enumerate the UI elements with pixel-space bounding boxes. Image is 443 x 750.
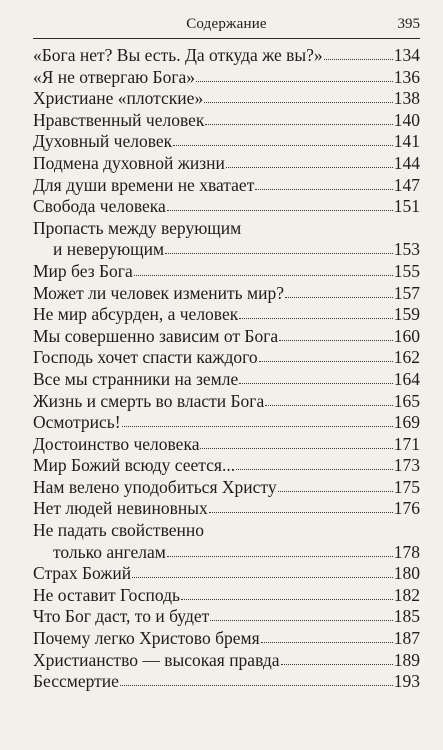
- toc-entry-row: [33, 196, 420, 218]
- toc-entry-page-number: 187: [393, 628, 420, 649]
- toc-entry-title: Что Бог даст, то и будет: [33, 606, 210, 627]
- toc-entry-title: Может ли человек изменить мир?: [33, 282, 284, 303]
- toc-entry: [33, 520, 420, 563]
- toc-entry-page-number: 140: [393, 109, 420, 130]
- toc-entry: [33, 283, 420, 305]
- toc-entry: [33, 498, 420, 520]
- toc-entry-row: [33, 671, 420, 693]
- toc-entry: [33, 477, 420, 499]
- toc-entry-page-number: 193: [393, 671, 420, 692]
- header-page-number: 395: [397, 16, 420, 32]
- toc-entry-row: [33, 45, 420, 67]
- dot-leader: [181, 598, 393, 600]
- dot-leader: [196, 80, 393, 82]
- toc-entry-page-number: 171: [393, 433, 420, 454]
- table-of-contents: [33, 45, 420, 693]
- running-header: [33, 12, 420, 39]
- toc-entry-row: [33, 498, 420, 520]
- toc-entry-page-number: 138: [393, 88, 420, 109]
- dot-leader: [255, 188, 392, 190]
- toc-entry: [33, 304, 420, 326]
- toc-entry-title-line1: Не падать свойственно: [33, 520, 204, 541]
- toc-entry-row: [33, 88, 420, 110]
- toc-entry-page-number: 185: [393, 606, 420, 627]
- dot-leader: [173, 144, 393, 146]
- toc-entry-row: [33, 650, 420, 672]
- toc-entry-row: [33, 153, 420, 175]
- toc-entry-page-number: 173: [393, 455, 420, 476]
- dot-leader: [210, 619, 392, 621]
- toc-entry: [33, 196, 420, 218]
- toc-entry-title: Жизнь и смерть во власти Бога: [33, 390, 265, 411]
- toc-entry-title: Господь хочет спасти каждого: [33, 347, 258, 368]
- toc-entry-title: Страх Божий: [33, 563, 132, 584]
- toc-entry-page-number: 176: [393, 498, 420, 519]
- toc-entry-row: [33, 434, 420, 456]
- toc-entry: [33, 175, 420, 197]
- dot-leader: [205, 123, 392, 125]
- toc-entry-title: Осмотрись!: [33, 412, 121, 433]
- toc-entry-title: Христиане «плотские»: [33, 88, 204, 109]
- toc-entry-row: [33, 542, 420, 564]
- dot-leader: [281, 663, 393, 665]
- toc-entry-page-number: 147: [393, 174, 420, 195]
- toc-entry: [33, 628, 420, 650]
- toc-entry: [33, 563, 420, 585]
- toc-entry-title: Нравственный человек: [33, 109, 205, 130]
- toc-entry: [33, 218, 420, 261]
- toc-entry-title: Свобода человека: [33, 196, 166, 217]
- dot-leader: [279, 339, 393, 341]
- toc-entry: [33, 391, 420, 413]
- toc-entry-page-number: 144: [393, 152, 420, 173]
- toc-entry-title: «Бога нет? Вы есть. Да откуда же вы?»: [33, 45, 323, 65]
- toc-entry-title: Почему легко Христово бремя: [33, 628, 260, 649]
- toc-entry-row: [33, 283, 420, 305]
- dot-leader: [122, 425, 393, 427]
- toc-entry-row: [33, 261, 420, 283]
- dot-leader: [209, 511, 393, 513]
- toc-entry-row: [33, 304, 420, 326]
- toc-entry-title: Достоинство человека: [33, 433, 200, 454]
- toc-entry-page-number: 169: [393, 412, 420, 433]
- toc-entry-page-number: 160: [393, 325, 420, 346]
- toc-entry: [33, 67, 420, 89]
- toc-entry-title: «Я не отвергаю Бога»: [33, 66, 196, 87]
- header-title: Содержание: [186, 16, 267, 32]
- dot-leader: [134, 274, 393, 276]
- toc-entry: [33, 585, 420, 607]
- toc-entry-title: Для души времени не хватает: [33, 174, 255, 195]
- toc-entry-row: [33, 67, 420, 89]
- toc-entry-page-number: 136: [393, 66, 420, 87]
- toc-entry-page-number: 189: [393, 649, 420, 670]
- toc-entry: [33, 88, 420, 110]
- toc-entry: [33, 261, 420, 283]
- dot-leader: [259, 360, 393, 362]
- toc-entry-row: [33, 239, 420, 261]
- toc-entry-page-number: 165: [393, 390, 420, 411]
- toc-entry-title-line1: Пропасть между верующим: [33, 217, 242, 238]
- toc-entry-row: [33, 347, 420, 369]
- dot-leader: [265, 404, 392, 406]
- toc-entry-row: [33, 477, 420, 499]
- toc-entry-page-number: 159: [393, 304, 420, 325]
- toc-entry-page-number: 151: [393, 196, 420, 217]
- dot-leader: [239, 382, 393, 384]
- toc-entry: [33, 369, 420, 391]
- toc-entry-page-number: 153: [393, 239, 420, 260]
- toc-entry-title: Духовный человек: [33, 131, 173, 152]
- toc-entry-title: Не мир абсурден, а человек: [33, 304, 239, 325]
- toc-entry: [33, 650, 420, 672]
- toc-entry: [33, 671, 420, 693]
- toc-entry: [33, 347, 420, 369]
- toc-entry-page-number: 175: [393, 476, 420, 497]
- toc-entry-title: Бессмертие: [33, 671, 119, 692]
- dot-leader: [261, 641, 393, 643]
- toc-entry-title: Нам велено уподобиться Христу: [33, 476, 277, 497]
- toc-entry-page-number: 182: [393, 584, 420, 605]
- toc-entry-page-number: 162: [393, 347, 420, 368]
- toc-entry: [33, 326, 420, 348]
- toc-entry-page-number: 134: [393, 45, 420, 65]
- dot-leader: [165, 252, 393, 254]
- toc-entry: [33, 131, 420, 153]
- toc-entry-row: [33, 369, 420, 391]
- toc-entry-title: Подмена духовной жизни: [33, 152, 225, 173]
- dot-leader: [167, 209, 393, 211]
- toc-entry-title: и неверующим: [53, 239, 165, 260]
- toc-entry: [33, 434, 420, 456]
- toc-entry-page-number: 155: [393, 260, 420, 281]
- toc-entry-row: [33, 585, 420, 607]
- toc-entry-row: [33, 563, 420, 585]
- toc-entry-title: только ангелам: [53, 541, 166, 562]
- dot-leader: [167, 555, 393, 557]
- dot-leader: [278, 490, 393, 492]
- toc-entry-row: [33, 412, 420, 434]
- toc-entry: [33, 45, 420, 67]
- toc-entry: [33, 455, 420, 477]
- toc-entry-row: [33, 606, 420, 628]
- toc-entry: [33, 606, 420, 628]
- dot-leader: [324, 58, 393, 60]
- dot-leader: [285, 296, 393, 298]
- toc-entry: [33, 110, 420, 132]
- toc-entry-row: [33, 628, 420, 650]
- toc-entry-page-number: 141: [393, 131, 420, 152]
- toc-entry-page-number: 178: [393, 541, 420, 562]
- toc-entry-row: [33, 391, 420, 413]
- toc-entry-row: [33, 455, 420, 477]
- toc-entry-title: Мир без Бога: [33, 260, 133, 281]
- toc-entry-title: Не оставит Господь: [33, 584, 181, 605]
- toc-entry-row: [33, 131, 420, 153]
- toc-entry-title: Мир Божий всюду сеется...: [33, 455, 236, 476]
- toc-entry-title: Все мы странники на земле: [33, 368, 239, 389]
- toc-entry-title: Мы совершенно зависим от Бога: [33, 325, 279, 346]
- toc-entry-title: Христианство — высокая правда: [33, 649, 280, 670]
- dot-leader: [236, 468, 393, 470]
- toc-entry-row: [33, 110, 420, 132]
- dot-leader: [239, 317, 393, 319]
- toc-entry: [33, 412, 420, 434]
- toc-entry-title: Нет людей невиновных: [33, 498, 208, 519]
- dot-leader: [200, 447, 392, 449]
- dot-leader: [204, 101, 393, 103]
- dot-leader: [132, 576, 393, 578]
- toc-entry-row: [33, 175, 420, 197]
- toc-entry-page-number: 180: [393, 563, 420, 584]
- dot-leader: [226, 166, 393, 168]
- toc-entry-page-number: 157: [393, 282, 420, 303]
- toc-entry-row: [33, 326, 420, 348]
- toc-entry-page-number: 164: [393, 368, 420, 389]
- dot-leader: [120, 684, 393, 686]
- toc-entry: [33, 153, 420, 175]
